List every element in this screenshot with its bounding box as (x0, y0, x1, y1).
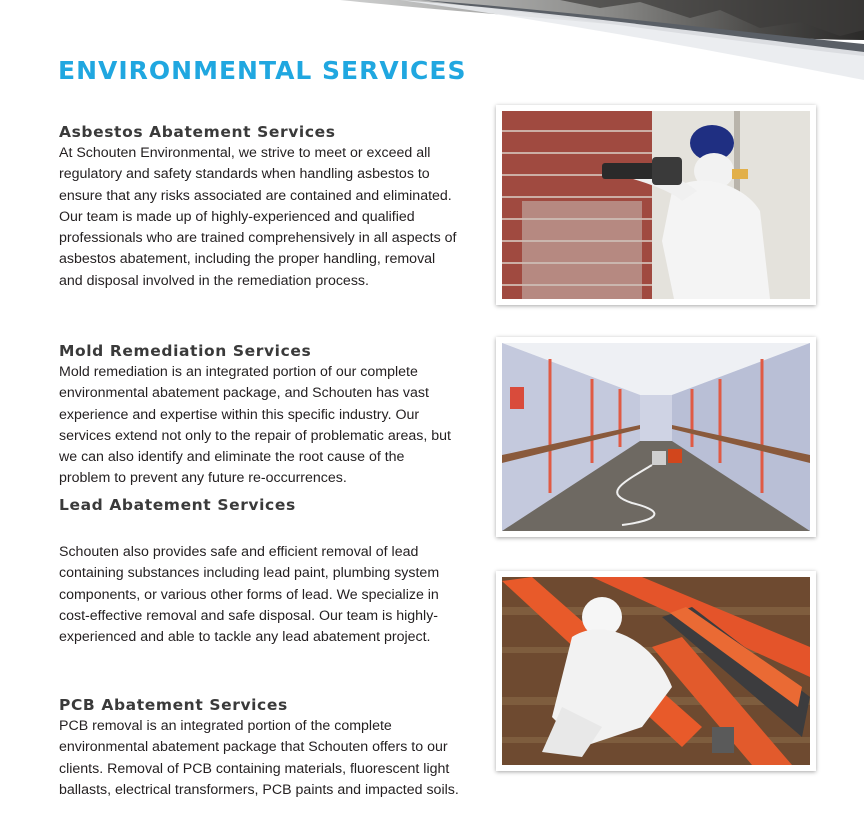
section-body: Mold remediation is an integrated portion of our complete environmental abatement package, and Schouten has vast experience and expertise within this specific industry. Our services extend not only to the repair of problematic areas, but we can also identify and eliminate the root cause of the problem to prevent any future re-occurrences. (59, 364, 451, 487)
section-heading: Asbestos Abatement Services (59, 123, 336, 141)
section-asbestos (59, 122, 459, 292)
section-heading: Lead Abatement Services (59, 496, 296, 514)
section-body: Schouten also provides safe and efficient removal of lead containing substances including lead paint, plumbing system components, or various other forms of lead. We specialize in cost-effective removal and safe disposal. Our team is highly-experienced and able to tackle any lead abatement project. (59, 544, 440, 646)
photo-mold-hallway (496, 337, 816, 537)
page-title: ENVIRONMENTAL SERVICES (58, 56, 467, 85)
section-body: At Schouten Environmental, we strive to meet or exceed all regulatory and safety standards when handling asbestos to ensure that any risks associated are contained and eliminated. Our team is made up of highly-experienced and qualified professionals who are trained comprehensively in all aspects of asbestos abatement, including the proper handling, removal and disposal involved in the remediation process. (59, 145, 457, 289)
section-body: PCB removal is an integrated portion of the complete environmental abatement package that Schouten offers to our clients. Removal of PCB containing materials, fluorescent light ballasts, electrical transformers, PCB paints and impacted soils. (59, 718, 459, 798)
photo-asbestos-worker (496, 105, 816, 305)
section-mold (59, 341, 459, 490)
section-heading: PCB Abatement Services (59, 696, 288, 714)
section-heading: Mold Remediation Services (59, 342, 312, 360)
photo-lead-pipes (496, 571, 816, 771)
section-pcb (59, 695, 459, 801)
section-lead (59, 495, 459, 648)
